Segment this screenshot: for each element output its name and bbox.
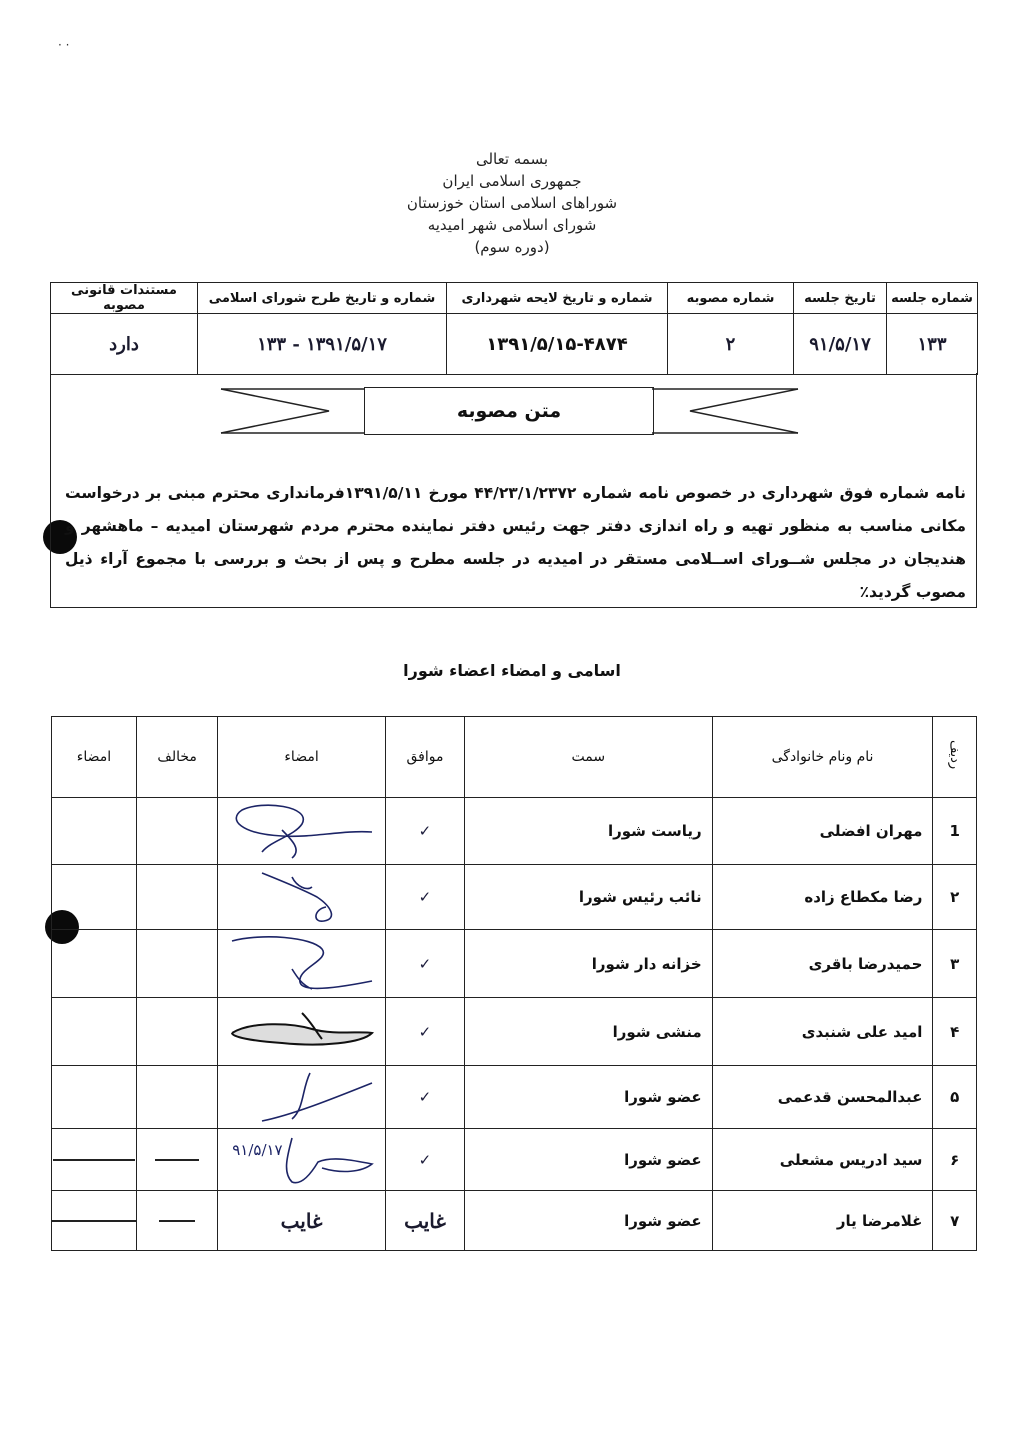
signature-icon xyxy=(222,867,382,927)
header-agree: موافق xyxy=(385,717,464,798)
header-line-country: جمهوری اسلامی ایران xyxy=(442,172,582,190)
row-signature-absent: غایب xyxy=(218,1191,386,1251)
row-oppose xyxy=(137,865,218,930)
row-oppose xyxy=(137,1129,218,1191)
row-signature xyxy=(218,930,386,998)
row-name: مهران افضلی xyxy=(712,798,933,865)
row-role: عضو شورا xyxy=(465,1066,713,1129)
resolution-banner xyxy=(219,387,799,435)
row-signature xyxy=(218,865,386,930)
dash-mark xyxy=(159,1220,195,1222)
resolution-text: نامه شماره فوق شهرداری در خصوص نامه شماره ۴۴/۲۳/۱/۲۳۷۲ مورخ ۱۳۹۱/۵/۱۱فرمانداری محترم مبنی بر درخواست مکانی مناسب به منظور تهیه و راه اندازی دفتر جهت رئیس دفتر نماینده محترم مردم شهرستان امیدیه – ماهشهر و هندیجان در مجلس شــورای اســلامی مستقر در امیدیه در جلسه مطرح و پس از بحث و بررسی با مجموع آراء ذیل مصوب گردید٪ xyxy=(65,484,966,601)
table-row xyxy=(52,865,977,930)
row-role: عضو شورا xyxy=(465,1129,713,1191)
header-line-city-council: شورای اسلامی شهر امیدیه xyxy=(427,216,597,234)
row-agree-check: ✓ xyxy=(385,798,464,865)
row-index: ۳ xyxy=(933,930,977,998)
row-role: عضو شورا xyxy=(465,1191,713,1251)
header-index-label: ردیف xyxy=(947,740,963,770)
header-plan-no-date: شماره و تاریخ طرح شورای اسلامی xyxy=(198,283,447,314)
row-name: حمیدرضا باقری xyxy=(712,930,933,998)
row-name: رضا مکطاع زاده xyxy=(712,865,933,930)
row-oppose xyxy=(137,930,218,998)
signature-date-note: ۹۱/۵/۱۷ xyxy=(232,1141,283,1159)
header-session-date: تاریخ جلسه xyxy=(794,283,887,314)
row-index: ۵ xyxy=(933,1066,977,1129)
header-oppose: مخالف xyxy=(137,717,218,798)
row-signature xyxy=(218,798,386,865)
row-oppose-signature xyxy=(52,930,137,998)
resolution-title: متن مصوبه xyxy=(364,387,654,435)
signature-icon xyxy=(222,1132,382,1188)
table-row xyxy=(52,930,977,998)
row-name: عبدالمحسن قدعمی xyxy=(712,1066,933,1129)
row-role: خزانه دار شورا xyxy=(465,930,713,998)
row-agree-check: ✓ xyxy=(385,998,464,1066)
value-bill-no-date: ۱۳۹۱/۵/۱۵-۴۸۷۴ xyxy=(447,314,668,375)
row-role: منشی شورا xyxy=(465,998,713,1066)
header-resolution-no: شماره مصوبه xyxy=(668,283,794,314)
row-index: ۴ xyxy=(933,998,977,1066)
row-oppose-signature xyxy=(52,1191,137,1251)
header-legal-docs: مستندات قانونی مصوبه xyxy=(51,283,198,314)
row-agree-check: ✓ xyxy=(385,1066,464,1129)
header-role: سمت xyxy=(465,717,713,798)
row-oppose-signature xyxy=(52,798,137,865)
row-name: سید ادریس مشعلی xyxy=(712,1129,933,1191)
table-row xyxy=(52,998,977,1066)
header-sign-oppose: امضاء xyxy=(52,717,137,798)
header-sign: امضاء xyxy=(218,717,386,798)
row-signature xyxy=(218,998,386,1066)
banner-right-chevron-icon xyxy=(652,387,800,435)
header-name: نام ونام خانوادگی xyxy=(712,717,933,798)
header-line-province-councils: شوراهای اسلامی استان خوزستان xyxy=(406,194,618,212)
row-oppose-signature xyxy=(52,1129,137,1191)
table-row xyxy=(52,1129,977,1191)
row-role: نائب رئیس شورا xyxy=(465,865,713,930)
signature-icon xyxy=(222,1003,382,1061)
row-index: ۲ xyxy=(933,865,977,930)
value-session-no: ۱۳۳ xyxy=(887,314,978,375)
dash-mark xyxy=(155,1159,199,1161)
signature-icon xyxy=(222,800,382,862)
corner-mark: · · xyxy=(58,38,70,52)
row-agree-absent: غایب xyxy=(385,1191,464,1251)
table-row xyxy=(52,1066,977,1129)
value-resolution-no: ۲ xyxy=(668,314,794,375)
session-meta-table xyxy=(50,282,978,375)
row-name: امید علی شنبدی xyxy=(712,998,933,1066)
members-title: اسامی و امضاء اعضاء شورا xyxy=(403,661,621,680)
header-line-bismillah: بسمه تعالی xyxy=(475,150,549,168)
row-oppose-signature xyxy=(52,998,137,1066)
row-signature xyxy=(218,1129,386,1191)
row-index: ۷ xyxy=(933,1191,977,1251)
value-plan-no-date: ۱۳۹۱/۵/۱۷ - ۱۳۳ xyxy=(198,314,447,375)
document-header xyxy=(0,148,1024,258)
header-line-term: (دوره سوم) xyxy=(474,238,550,256)
row-agree-check: ✓ xyxy=(385,865,464,930)
row-role: ریاست شورا xyxy=(465,798,713,865)
row-oppose-signature xyxy=(52,1066,137,1129)
row-oppose xyxy=(137,798,218,865)
row-oppose xyxy=(137,1191,218,1251)
dash-mark xyxy=(52,1220,136,1222)
row-oppose xyxy=(137,1066,218,1129)
value-legal-docs: دارد xyxy=(51,314,198,375)
header-index xyxy=(933,717,977,798)
row-signature xyxy=(218,1066,386,1129)
members-table xyxy=(51,716,977,1251)
members-header-row xyxy=(52,717,977,798)
signature-icon xyxy=(222,1069,382,1125)
signature-icon xyxy=(222,933,382,995)
row-name: غلامرضا یار xyxy=(712,1191,933,1251)
row-index: 1 xyxy=(933,798,977,865)
row-index: ۶ xyxy=(933,1129,977,1191)
dash-mark xyxy=(53,1159,135,1161)
row-agree-check: ✓ xyxy=(385,1129,464,1191)
table-row xyxy=(52,798,977,865)
resolution-box xyxy=(50,373,977,608)
banner-left-chevron-icon xyxy=(219,387,364,435)
row-agree-check: ✓ xyxy=(385,930,464,998)
row-oppose xyxy=(137,998,218,1066)
row-oppose-signature xyxy=(52,865,137,930)
header-session-no: شماره جلسه xyxy=(887,283,978,314)
value-session-date: ۹۱/۵/۱۷ xyxy=(794,314,887,375)
table-row xyxy=(52,1191,977,1251)
header-bill-no-date: شماره و تاریخ لایحه شهرداری xyxy=(447,283,668,314)
